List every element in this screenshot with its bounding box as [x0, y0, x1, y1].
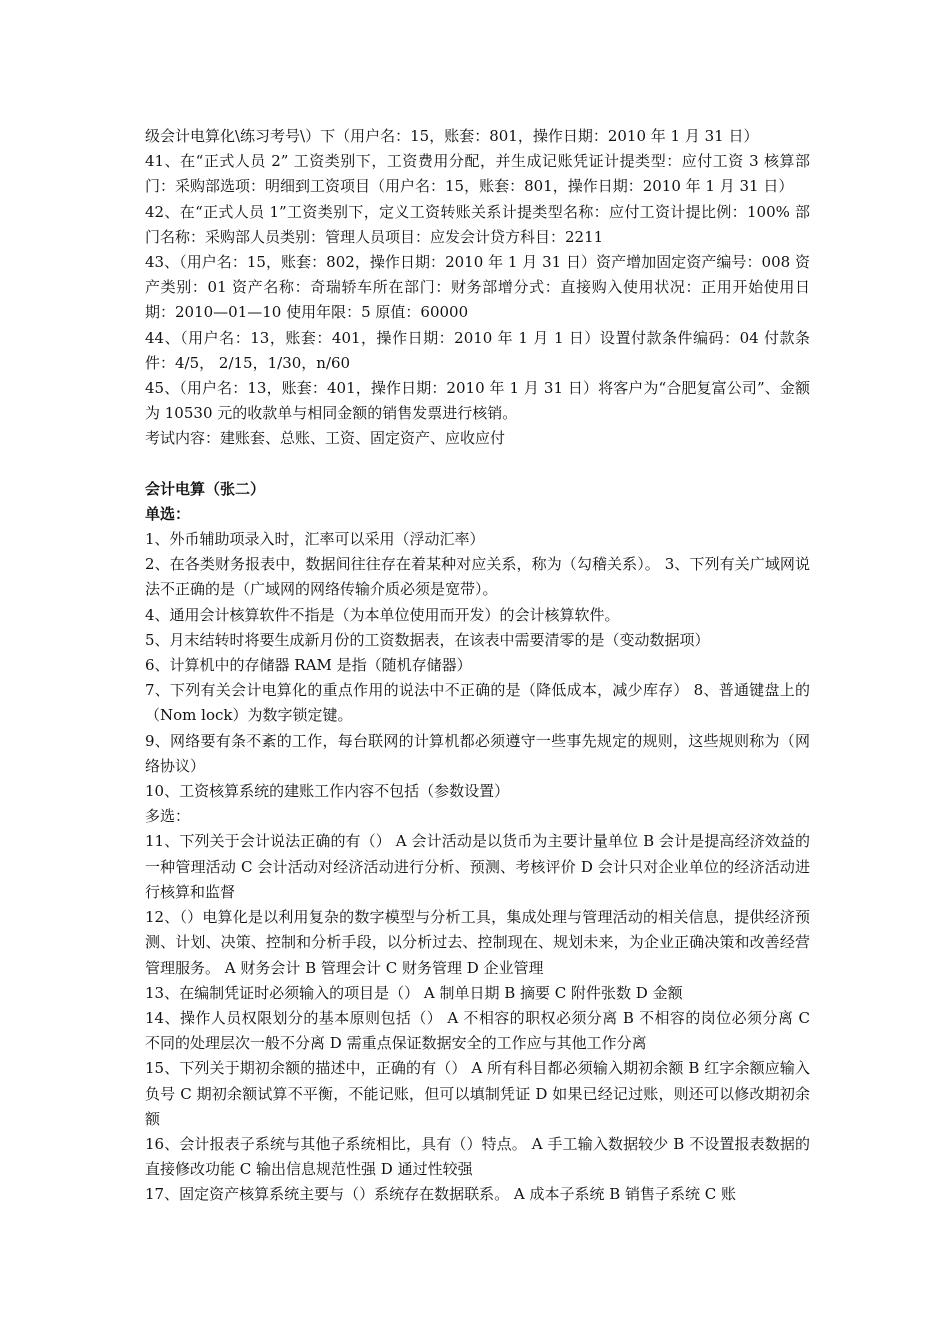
- question-44: 44、（用户名：13，账套：401，操作日期：2010 年 1 月 1 日）设置付款条件编码：04 付款条件：4/5， 2/15，1/30，n/60: [145, 328, 810, 372]
- multi-choice-item: 16、会计报表子系统与其他子系统相比，具有（）特点。 A 手工输入数据较少 B 不设置报表数据的直接修改功能 C 输出信息规范性强 D 通过性较强: [145, 1134, 810, 1179]
- question-42: 42、在“正式人员 1”工资类别下，定义工资转账关系计提类型名称：应付工资计提比例：100% 部门名称：采购部人员类别：管理人员项目：应发会计贷方科目：2211: [145, 202, 810, 246]
- single-choice-item: 10、工资核算系统的建账工作内容不包括（参数设置）: [145, 782, 510, 801]
- section-title: 会计电算（张二）: [145, 479, 266, 498]
- paragraph: 级会计电算化\练习考号\）下（用户名：15，账套：801，操作日期：2010 年 1 月 31 日）: [145, 127, 759, 145]
- multi-choice-item: 17、固定资产核算系统主要与（）系统存在数据联系。 A 成本子系统 B 销售子系统 C 账: [145, 1185, 737, 1204]
- multi-choice-item: 11、下列关于会计说法正确的有（） A 会计活动是以货币为主要计量单位 B 会计是提高经济效益的一种管理活动 C 会计活动对经济活动进行分析、预测、考核评价 D 会计只对企业单位的经济活动进行核算和监督: [145, 832, 810, 901]
- single-choice-item: 6、计算机中的存储器 RAM 是指（随机存储器）: [145, 656, 472, 675]
- single-choice-item: 2、在各类财务报表中，数据间往往存在着某种对应关系，称为（勾稽关系）。 3、下列有关广域网说法不正确的是（广域网的网络传输介质必须是宽带）。: [145, 555, 810, 599]
- multi-choice-item: 13、在编制凭证时必须输入的项目是（） A 制单日期 B 摘要 C 附件张数 D 金额: [145, 983, 683, 1002]
- spacer: [145, 452, 810, 477]
- multi-choice-item: 15、下列关于期初余额的描述中，正确的有（） A 所有科目都必须输入期初余额 B 红字余额应输入负号 C 期初余额试算不平衡，不能记账，但可以填制凭证 D 如果已经记过账，则还可以修改期初余额: [145, 1059, 810, 1128]
- single-choice-item: 7、下列有关会计电算化的重点作用的说法中不正确的是（降低成本，减少库存） 8、普通键盘上的（Nom lock）为数字锁定键。: [145, 681, 810, 725]
- single-choice-item: 1、外币辅助项录入时，汇率可以采用（浮动汇率）: [145, 530, 485, 549]
- question-45: 45、（用户名：13，账套：401，操作日期：2010 年 1 月 31 日）将客户为“合肥复富公司”、金额为 10530 元的收款单与相同金额的销售发票进行核销。: [145, 379, 810, 423]
- document-page: [145, 124, 810, 1208]
- single-choice-item: 5、月末结转时将要生成新月份的工资数据表，在该表中需要清零的是（变动数据项）: [145, 630, 710, 649]
- single-choice-label: 单选：: [145, 504, 191, 523]
- single-choice-item: 9、网络要有条不紊的工作，每台联网的计算机都必须遵守一些事先规定的规则，这些规则称为（网络协议）: [145, 731, 810, 775]
- single-choice-item: 4、通用会计核算软件不指是（为本单位使用而开发）的会计核算软件。: [145, 605, 620, 624]
- multi-choice-label: 多选：: [145, 807, 191, 826]
- multi-choice-item: 12、（）电算化是以利用复杂的数字模型与分析工具，集成处理与管理活动的相关信息，提供经济预测、计划、决策、控制和分析手段，以分析过去、控制现在、规划未来，为企业正确决策和改善经营管理服务。 A 财务会计 B 管理会计 C 财务管理 D 企业管理: [145, 908, 810, 977]
- multi-choice-item: 14、操作人员权限划分的基本原则包括（） A 不相容的职权必须分离 B 不相容的岗位必须分离 C 不同的处理层次一般不分离 D 需重点保证数据安全的工作应与其他工作分离: [145, 1008, 810, 1053]
- question-41: 41、在“正式人员 2” 工资类别下，工资费用分配，并生成记账凭证计提类型：应付工资 3 核算部门：采购部选项：明细到工资项目（用户名：15，账套：801，操作日期：2010 年 1 月 31 日）: [145, 152, 810, 196]
- exam-content: 考试内容：建账套、总账、工资、固定资产、应收应付: [145, 429, 506, 448]
- question-43: 43、（用户名：15，账套：802，操作日期：2010 年 1 月 31 日）资产增加固定资产编号：008 资产类别：01 资产名称：奇瑞轿车所在部门：财务部增分式：直接购入使用状况：正用开始使用日期：2010—01—10 使用年限：5 原值：60000: [145, 253, 810, 322]
